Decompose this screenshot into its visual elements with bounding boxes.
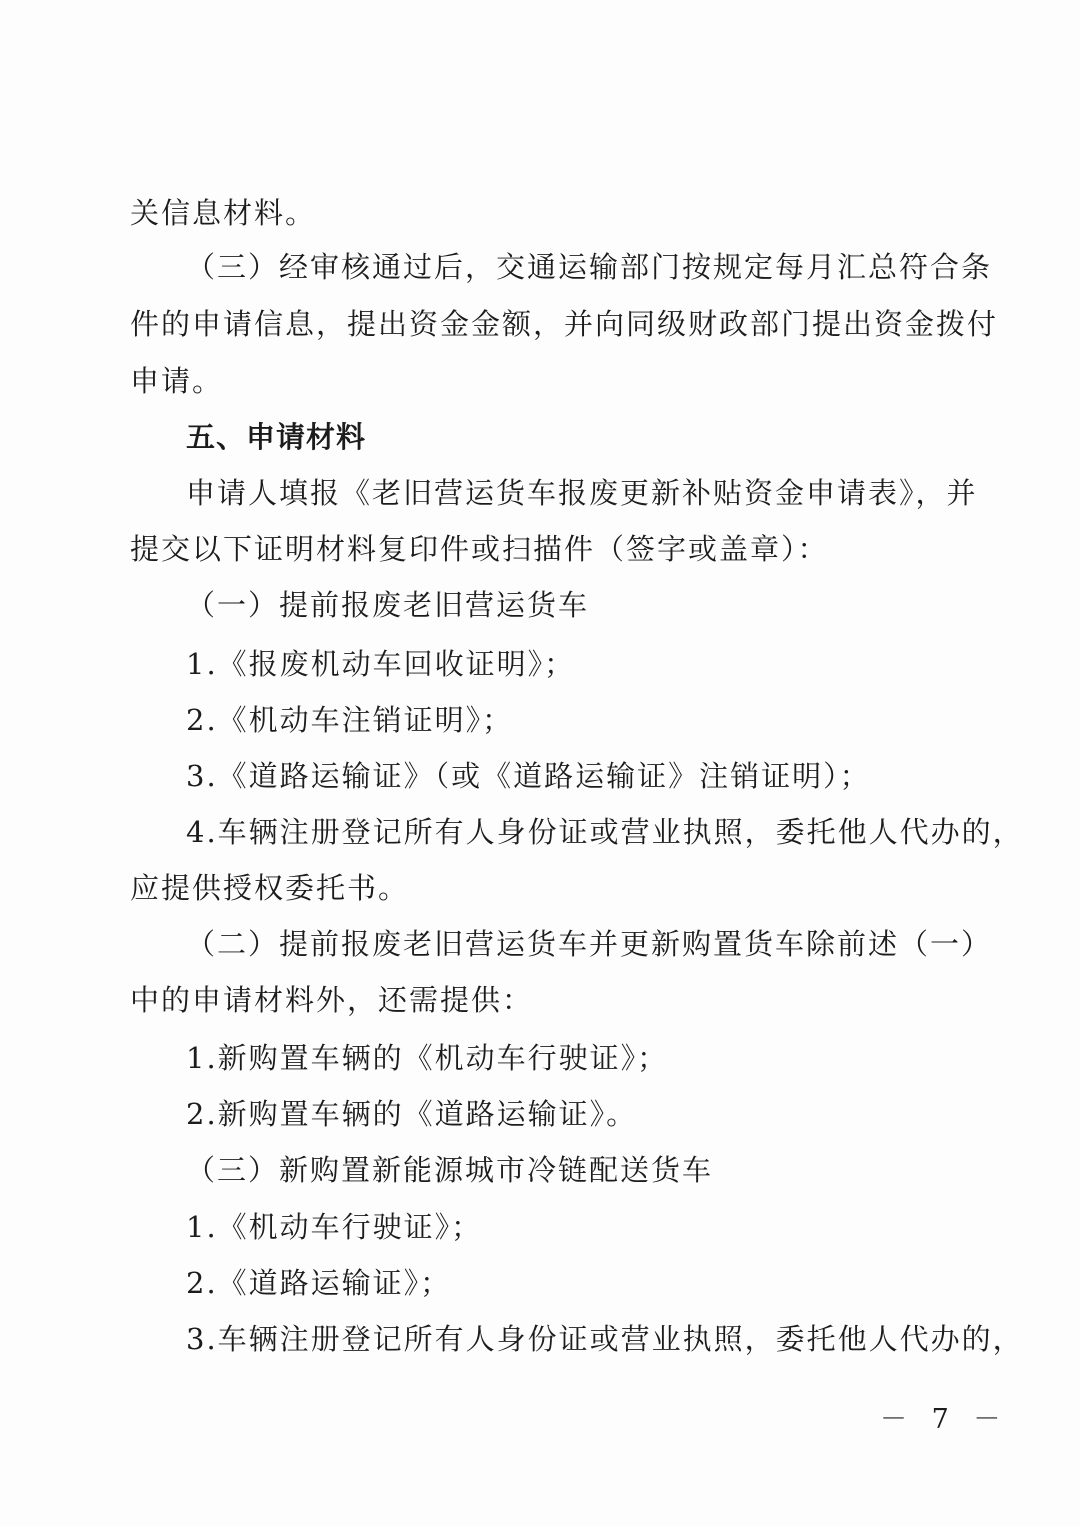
page-number: － 7 － <box>880 1404 1009 1435</box>
body-text-line: 申请人填报《老旧营运货车报废更新补贴资金申请表》，并 <box>186 476 978 510</box>
list-item: 3.车辆注册登记所有人身份证或营业执照，委托他人代办的， <box>186 1322 1024 1356</box>
list-item: 4.车辆注册登记所有人身份证或营业执照，委托他人代办的， <box>186 815 1024 849</box>
list-item: 1.新购置车辆的《机动车行驶证》； <box>186 1041 669 1075</box>
subsection-heading: （二）提前报废老旧营运货车并更新购置货车除前述（一） <box>186 927 993 961</box>
list-item: 1.《机动车行驶证》； <box>186 1210 483 1244</box>
body-text-line: 关信息材料。 <box>130 196 317 230</box>
list-item: 2.《机动车注销证明》； <box>186 703 514 737</box>
body-text-line: （三）经审核通过后，交通运输部门按规定每月汇总符合条 <box>186 250 993 284</box>
list-item: 2.新购置车辆的《道路运输证》。 <box>186 1097 638 1131</box>
section-heading: 五、申请材料 <box>186 420 367 454</box>
list-item: 1.《报废机动车回收证明》； <box>186 647 576 681</box>
body-text-line: 中的申请材料外，还需提供： <box>130 983 534 1017</box>
list-item: 3.《道路运输证》（或《道路运输证》注销证明）； <box>186 759 871 793</box>
subsection-heading: （三）新购置新能源城市冷链配送货车 <box>186 1153 714 1187</box>
body-text-line: 应提供授权委托书。 <box>130 871 410 905</box>
body-text-line: 提交以下证明材料复印件或扫描件（签字或盖章）： <box>130 532 829 566</box>
body-text-line: 件的申请信息，提出资金金额，并向同级财政部门提出资金拨付 <box>130 307 999 341</box>
list-item: 2.《道路运输证》； <box>186 1266 452 1300</box>
subsection-heading: （一）提前报废老旧营运货车 <box>186 588 590 622</box>
body-text-line: 申请。 <box>130 364 224 398</box>
